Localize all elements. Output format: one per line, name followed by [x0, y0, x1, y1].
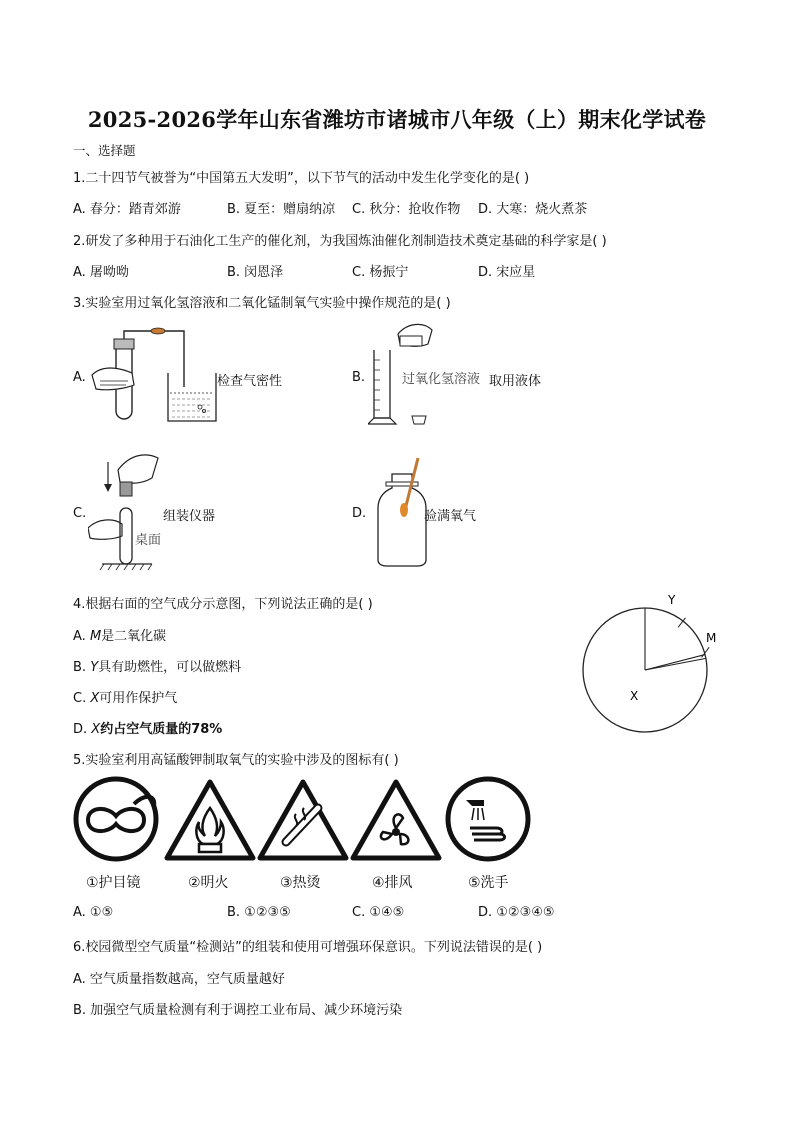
- question-4-stem: 4.根据右面的空气成分示意图，下列说法正确的是( ): [73, 597, 373, 612]
- open-flame-icon: [163, 778, 257, 862]
- airtightness-check-illustration: [88, 325, 223, 425]
- pie-label-x: X: [630, 689, 639, 703]
- q1-option-d[interactable]: D. 大寒：烧火煮茶: [478, 202, 588, 217]
- question-5-stem: 5.实验室利用高锰酸钾制取氧气的实验中涉及的图标有( ): [73, 753, 399, 768]
- q3-option-c-inner-label: 桌面: [135, 533, 162, 548]
- hot-surface-icon: [256, 778, 350, 862]
- q4-option-a[interactable]: A. M是二氧化碳: [73, 629, 167, 644]
- q4-option-d[interactable]: D. X约占空气质量的78%: [73, 722, 223, 737]
- q2-option-c[interactable]: C. 杨振宁: [352, 265, 409, 280]
- gas-collecting-bottle-illustration: [372, 454, 432, 568]
- q2-option-d[interactable]: D. 宋应星: [478, 265, 536, 280]
- assemble-apparatus-illustration: [88, 448, 163, 573]
- q5-option-c[interactable]: C. ①④⑤: [352, 905, 405, 920]
- exhaust-fan-icon: [349, 778, 443, 862]
- q1-option-a[interactable]: A. 春分：踏青郊游: [73, 202, 181, 217]
- icon-caption-goggles: ①护目镜: [86, 875, 141, 891]
- page-title: 2025-2026学年山东省潍坊市诸城市八年级（上）期末化学试卷: [87, 107, 707, 132]
- section-heading: 一、选择题: [73, 143, 136, 158]
- q3-option-a-letter[interactable]: A.: [73, 370, 86, 385]
- q5-option-a[interactable]: A. ①⑤: [73, 905, 114, 920]
- question-1-stem: 1.二十四节气被誉为“中国第五大发明”，以下节气的活动中发生化学变化的是( ): [73, 171, 530, 186]
- question-3-stem: 3.实验室用过氧化氢溶液和二氧化锰制氧气实验中操作规范的是( ): [73, 296, 451, 311]
- q6-option-b[interactable]: B. 加强空气质量检测有利于调控工业布局、减少环境污染: [73, 1003, 403, 1018]
- icon-caption-hot-surface: ③热烫: [280, 875, 321, 891]
- q3-option-c-caption: 组装仪器: [163, 509, 216, 524]
- icon-caption-exhaust-fan: ④排风: [372, 875, 413, 891]
- q2-option-b[interactable]: B. 闵恩泽: [227, 265, 284, 280]
- q1-option-b[interactable]: B. 夏至：赠扇纳凉: [227, 202, 336, 217]
- q3-option-a-caption: 检查气密性: [217, 374, 283, 389]
- icon-caption-open-flame: ②明火: [188, 875, 229, 891]
- pie-label-y: Y: [668, 593, 676, 607]
- q5-option-b[interactable]: B. ①②③⑤: [227, 905, 291, 920]
- q3-option-b-caption: 取用液体: [489, 374, 542, 389]
- q5-option-d[interactable]: D. ①②③④⑤: [478, 905, 555, 920]
- q4-option-c[interactable]: C. X可用作保护气: [73, 691, 178, 706]
- goggles-icon: [72, 776, 160, 862]
- q1-option-c[interactable]: C. 秋分：抢收作物: [352, 202, 461, 217]
- pie-label-m: M: [706, 631, 717, 645]
- q3-option-d-caption: 验满氧气: [424, 509, 477, 524]
- question-2-stem: 2.研发了多种用于石油化工生产的催化剂，为我国炼油催化剂制造技术奠定基础的科学家是( ): [73, 234, 607, 249]
- question-6-stem: 6.校园微型空气质量“检测站”的组装和使用可增强环保意识。下列说法错误的是( ): [73, 940, 543, 955]
- icon-caption-hand-wash: ⑤洗手: [468, 875, 509, 891]
- q3-option-b-inner-label: 过氧化氢溶液: [402, 372, 481, 387]
- q3-option-d-letter[interactable]: D.: [352, 506, 367, 521]
- q3-option-c-letter[interactable]: C.: [73, 506, 87, 521]
- q4-option-b[interactable]: B. Y具有助燃性，可以做燃料: [73, 660, 242, 675]
- q6-option-a[interactable]: A. 空气质量指数越高，空气质量越好: [73, 972, 285, 987]
- q3-option-b-letter[interactable]: B.: [352, 370, 366, 385]
- q2-option-a[interactable]: A. 屠呦呦: [73, 265, 129, 280]
- hand-wash-icon: [444, 776, 532, 862]
- air-composition-pie-chart: [578, 588, 728, 738]
